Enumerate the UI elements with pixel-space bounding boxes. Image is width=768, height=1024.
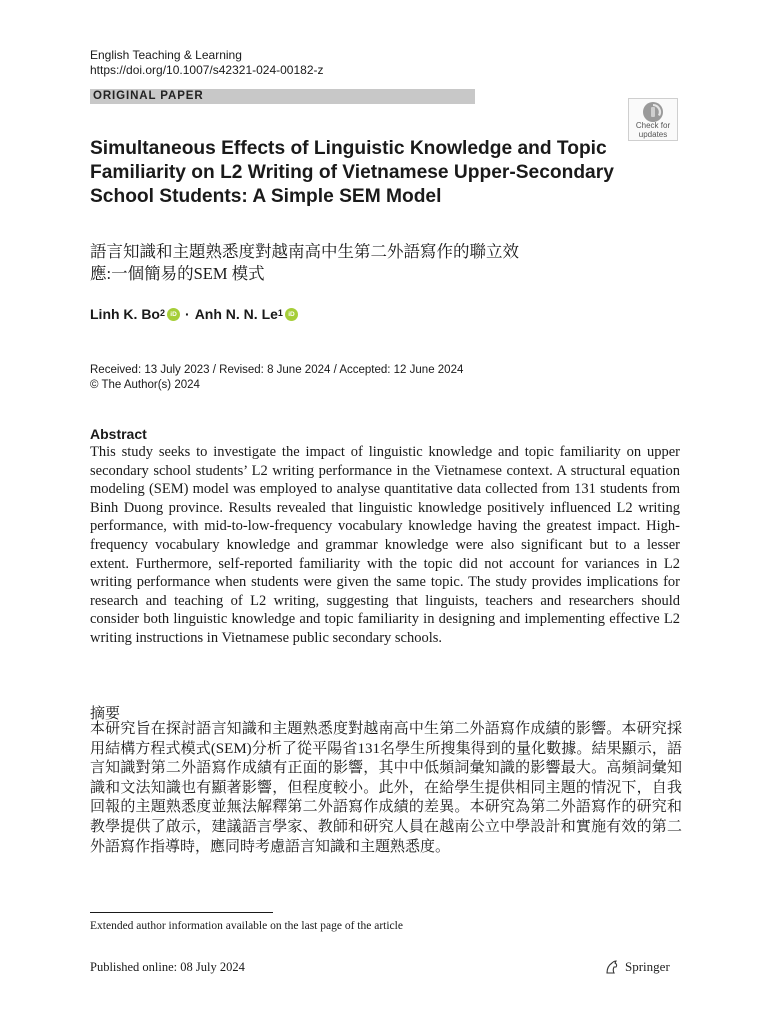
title-line: School Students: A Simple SEM Model: [90, 186, 442, 207]
footnote-divider: [90, 912, 273, 913]
check-updates-icon: [642, 101, 664, 123]
section-label-bar: [90, 89, 475, 104]
date-history: Received: 13 July 2023 / Revised: 8 June 2024 / Accepted: 12 June 2024: [90, 364, 464, 376]
section-label: ORIGINAL PAPER: [93, 90, 204, 102]
title-line: Simultaneous Effects of Linguistic Knowledge and Topic: [90, 138, 607, 159]
copyright: © The Author(s) 2024: [90, 379, 200, 391]
doi-link[interactable]: https://doi.org/10.1007/s42321-024-00182-z: [90, 63, 324, 77]
orcid-icon[interactable]: iD: [285, 308, 298, 321]
author-separator: ·: [185, 306, 190, 322]
article-dates: [90, 363, 463, 393]
article-title: [90, 137, 630, 209]
author-affiliation: 2: [160, 308, 166, 318]
publisher-name: Springer: [625, 959, 670, 974]
title-line: Familiarity on L2 Writing of Vietnamese Upper-Secondary: [90, 162, 614, 183]
cjk-title-line: 語言知識和主題熟悉度對越南高中生第二外語寫作的聯立效: [90, 242, 519, 261]
orcid-icon[interactable]: iD: [167, 308, 180, 321]
abstract-heading: Abstract: [90, 426, 147, 442]
author-name[interactable]: Linh K. Bo: [90, 306, 160, 322]
cjk-abstract-text: 本研究旨在探討語言知識和主題熟悉度對越南高中生第二外語寫作成績的影響。本研究採用結構方程式模式(SEM)分析了從平陽省131名學生所搜集得到的量化數據。結果顯示，語言知識對第二外語寫作成績有正面的影響，其中中低頻詞彙知識的影響最大。高頻詞彙知識和文法知識也有顯著影響，但程度較小。此外，在給學生提供相同主題的情況下，自我回報的主題熟悉度並無法解釋第二外語寫作成績的差異。本研究為第二外語寫作的研究和教學提供了啟示，建議語言學家、教師和研究人員在越南公立中學設計和實施有效的第二外語寫作指導時，應同時考慮語言知識和主題熟悉度。: [90, 721, 682, 855]
author-list: [90, 306, 298, 322]
cjk-title-line: 應:一個簡易的SEM 模式: [90, 264, 265, 283]
cjk-title: [90, 241, 610, 285]
author-name[interactable]: Anh N. N. Le: [194, 306, 278, 322]
springer-horse-icon: [604, 959, 620, 975]
author-affiliation: 1: [277, 308, 283, 318]
journal-header: [90, 48, 324, 78]
abstract-text: This study seeks to investigate the impact of linguistic knowledge and topic familiarity on upper secondary school students’ L2 writing performance in the Vietnamese context. A structural equation modeling (SEM) model was employed to analyse quantitative data collected from 131 students from Binh Duong province. Results revealed that linguistic knowledge positively influenced L2 writing performance, with mid-to-low-frequency vocabulary knowledge having the greatest impact. High-frequency vocabulary knowledge and grammar knowledge were also significant but to a lesser extent. Furthermore, self-reported familiarity with the topic did not account for variances in L2 writing performance when students were given the same topic. The study provides implications for research and teaching of L2 writing, suggesting that linguists, teachers and researchers should consider both linguistic knowledge and topic familiarity in designing and implementing effective L2 writing instructions in Vietnamese public secondary schools.: [90, 444, 680, 646]
check-updates-label: Check for updates: [635, 121, 671, 139]
footnote: Extended author information available on the last page of the article: [90, 920, 403, 932]
check-for-updates-badge[interactable]: [628, 98, 678, 141]
journal-name: English Teaching & Learning: [90, 48, 242, 62]
cjk-abstract-heading: 摘要: [90, 706, 121, 722]
published-date: Published online: 08 July 2024: [90, 960, 245, 974]
publisher-logo: [604, 959, 670, 975]
